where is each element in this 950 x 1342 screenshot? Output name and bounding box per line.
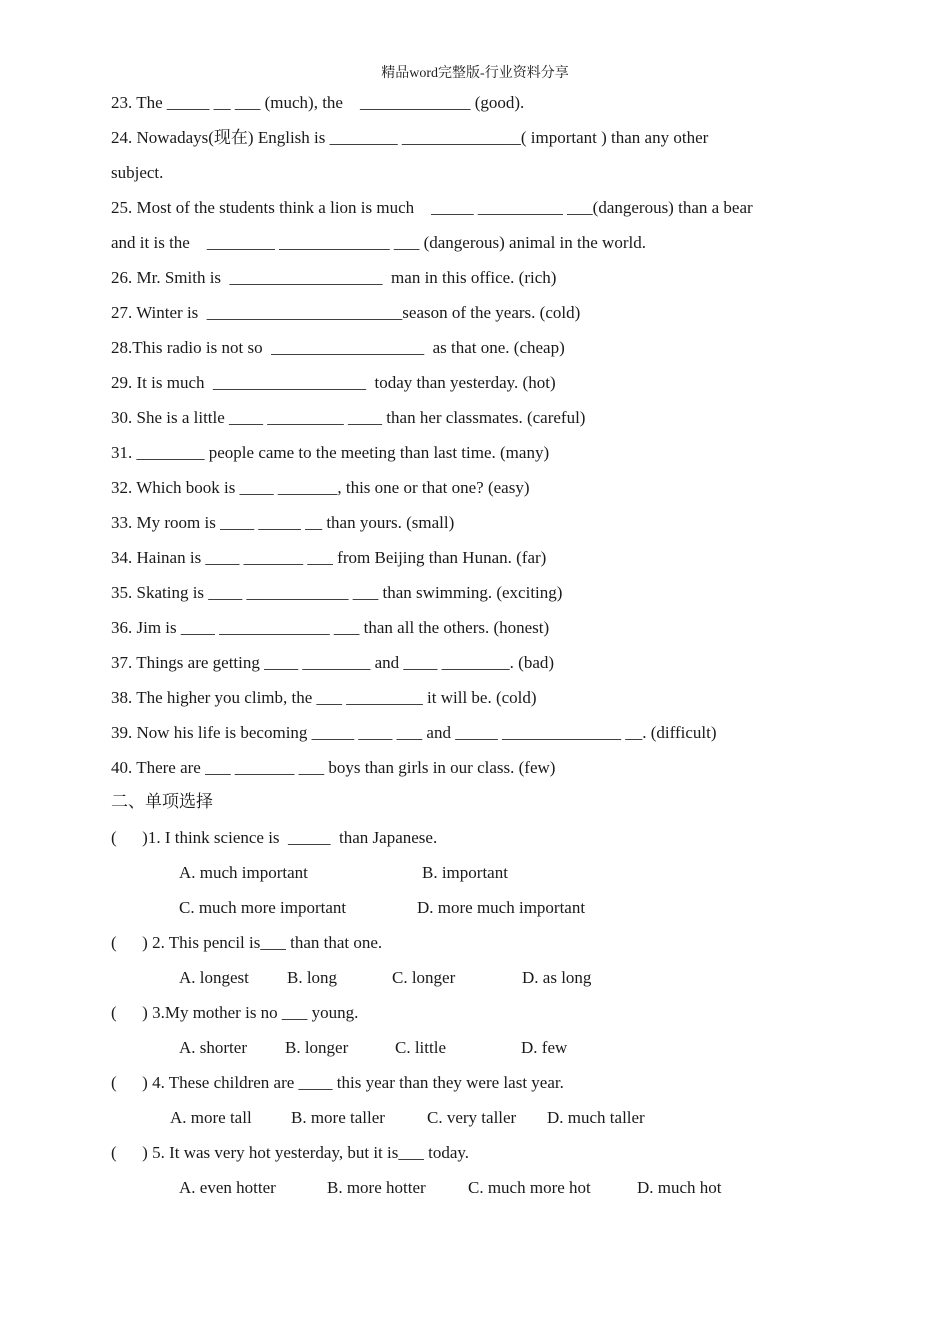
mc3-option-d: D. few — [521, 1038, 568, 1057]
question-30: 30. She is a little ____ _________ ____ than her classmates. (careful) — [111, 408, 586, 427]
mc4-option-d: D. much taller — [547, 1108, 645, 1127]
mc2-option-d: D. as long — [522, 968, 592, 987]
mc3-option-b: B. longer — [285, 1038, 349, 1057]
mc-question-2: ( ) 2. This pencil is___ than that one. — [111, 933, 383, 952]
mc4-option-a: A. more tall — [170, 1108, 252, 1127]
mc3-option-a: A. shorter — [179, 1038, 247, 1057]
mc5-option-c: C. much more hot — [468, 1178, 591, 1197]
question-32: 32. Which book is ____ _______, this one or that one? (easy) — [111, 478, 530, 497]
mc-question-1: ( )1. I think science is _____ than Japanese. — [111, 828, 438, 847]
page-header: 精品word完整版-行业资料分享 — [381, 66, 569, 81]
mc-question-4: ( ) 4. These children are ____ this year than they were last year. — [111, 1073, 564, 1092]
question-31: 31. ________ people came to the meeting than last time. (many) — [111, 443, 550, 462]
question-25: 25. Most of the students think a lion is much _____ __________ ___(dangerous) than a bear — [111, 198, 753, 217]
question-24-cont: subject. — [111, 163, 164, 182]
mc4-option-c: C. very taller — [427, 1108, 517, 1127]
mc2-option-a: A. longest — [179, 968, 249, 987]
mc4-option-b: B. more taller — [291, 1108, 385, 1127]
question-40: 40. There are ___ _______ ___ boys than girls in our class. (few) — [111, 758, 556, 777]
mc-question-3: ( ) 3.My mother is no ___ young. — [111, 1003, 359, 1022]
question-24: 24. Nowadays(现在) English is ________ ______________( important ) than any other — [111, 128, 709, 147]
mc2-option-b: B. long — [287, 968, 338, 987]
question-37: 37. Things are getting ____ ________ and ____ ________. (bad) — [111, 653, 555, 672]
mc1-option-d: D. more much important — [417, 898, 586, 917]
question-39: 39. Now his life is becoming _____ ____ ___ and _____ ______________ __. (difficult) — [111, 723, 717, 742]
question-36: 36. Jim is ____ _____________ ___ than all the others. (honest) — [111, 618, 550, 637]
question-28: 28.This radio is not so __________________ as that one. (cheap) — [111, 338, 565, 357]
mc5-option-b: B. more hotter — [327, 1178, 426, 1197]
question-38: 38. The higher you climb, the ___ _________ it will be. (cold) — [111, 688, 537, 707]
section-title: 二、单项选择 — [111, 792, 213, 811]
mc2-option-c: C. longer — [392, 968, 456, 987]
mc3-option-c: C. little — [395, 1038, 446, 1057]
question-26: 26. Mr. Smith is __________________ man in this office. (rich) — [111, 268, 557, 287]
question-25-cont: and it is the ________ _____________ ___ (dangerous) animal in the world. — [111, 233, 646, 252]
mc5-option-a: A. even hotter — [179, 1178, 276, 1197]
mc1-option-b: B. important — [422, 863, 508, 882]
mc1-option-a: A. much important — [179, 863, 308, 882]
question-34: 34. Hainan is ____ _______ ___ from Beijing than Hunan. (far) — [111, 548, 547, 567]
mc-question-5: ( ) 5. It was very hot yesterday, but it is___ today. — [111, 1143, 470, 1162]
mc1-option-c: C. much more important — [179, 898, 347, 917]
question-33: 33. My room is ____ _____ __ than yours. (small) — [111, 513, 455, 532]
question-27: 27. Winter is _______________________season of the years. (cold) — [111, 303, 581, 322]
question-29: 29. It is much __________________ today than yesterday. (hot) — [111, 373, 556, 392]
question-35: 35. Skating is ____ ____________ ___ than swimming. (exciting) — [111, 583, 563, 602]
mc5-option-d: D. much hot — [637, 1178, 722, 1197]
question-23: 23. The _____ __ ___ (much), the _____________ (good). — [111, 93, 525, 112]
